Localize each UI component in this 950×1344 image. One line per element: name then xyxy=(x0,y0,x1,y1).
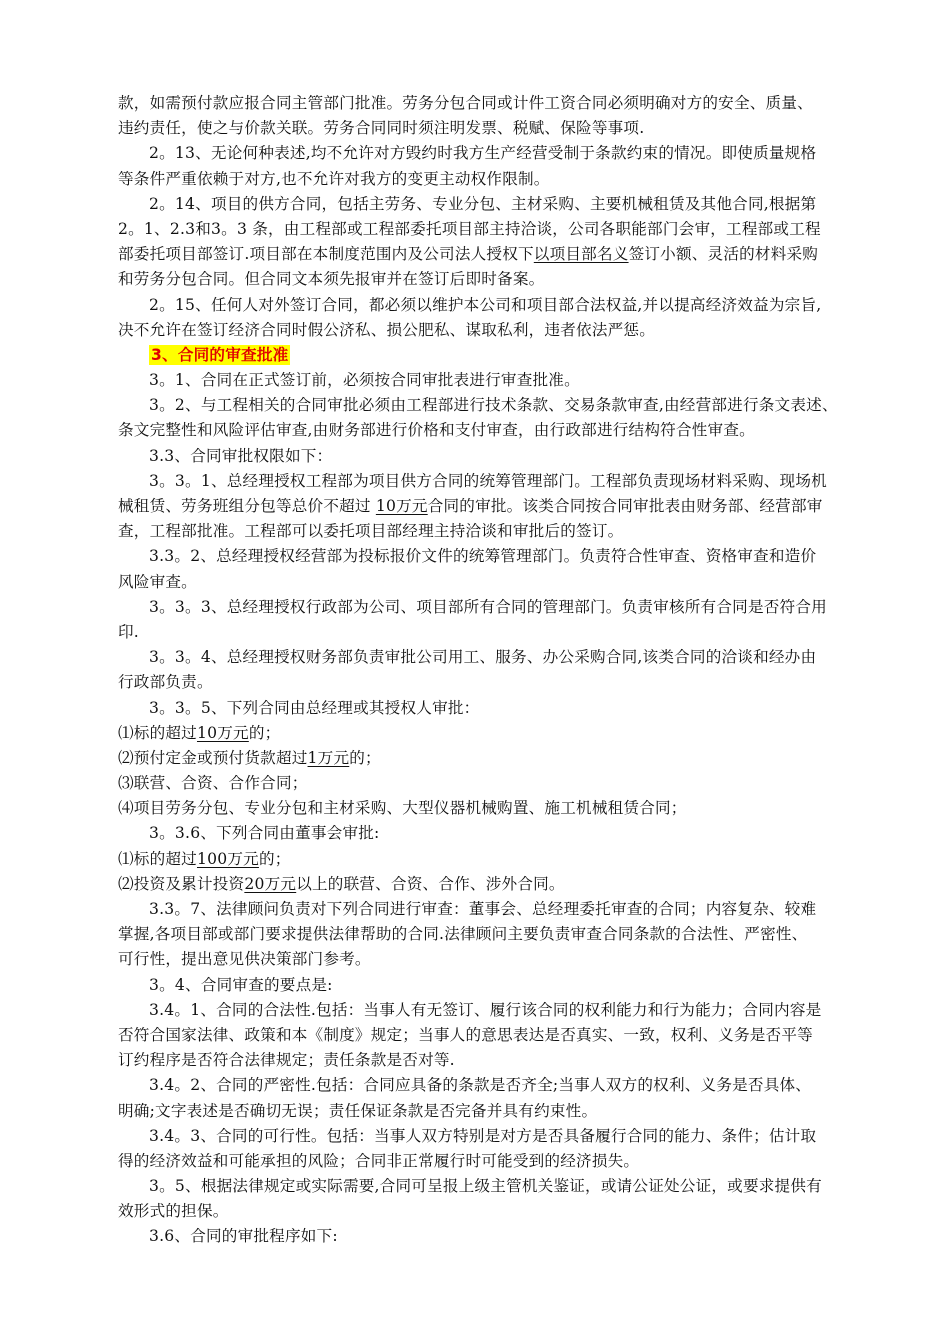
paragraph-line: 违约责任，使之与价款关联。劳务合同同时须注明发票、税赋、保险等事项. xyxy=(118,119,645,138)
clause-3-2: 3。2、与工程相关的合同审批必须由工程部进行技术条款、交易条款审查,由经营部进行条文表述、 xyxy=(149,396,838,415)
clause-3-3-4: 3。3。4、总经理授权财务部负责审批公司用工、服务、办公采购合同,该类合同的洽谈和经办由 xyxy=(149,648,817,667)
clause-3-3-3: 3。3。3、总经理授权行政部为公司、项目部所有合同的管理部门。负责审核所有合同是否符合用 xyxy=(149,597,827,616)
document-body xyxy=(118,91,858,1250)
text-span: ⑵预付定金或预付货款超过 xyxy=(118,748,308,767)
clause-3-4-2: 3.4。2、合同的严密性.包括：合同应具备的条款是否齐全;当事人双方的权利、义务是否具体、 xyxy=(149,1076,812,1095)
underlined-text: 100万元 xyxy=(196,849,259,868)
clause-3-3-7: 3.3。7、法律顾问负责对下列合同进行审查：董事会、总经理委托审查的合同；内容复杂、较难 xyxy=(149,900,817,918)
text-span: 以上的联营、合资、合作、涉外合同。 xyxy=(296,874,565,893)
text-span: 的； xyxy=(258,849,291,868)
clause-3-5: 3。5、根据法律规定或实际需要,合同可呈报上级主管机关鉴证，或请公证处公证，或要求提供有 xyxy=(149,1177,822,1196)
paragraph-line: 印. xyxy=(118,622,139,641)
text-span: 部委托项目部签订.项目部在本制度范围内及公司法人授权下 xyxy=(118,245,534,264)
clause-3-3-2: 3.3。2、总经理授权经营部为投标报价文件的统筹管理部门。负责符合性审查、资格审查和造价 xyxy=(149,547,817,566)
clause-3-3-5: 3。3。5、下列合同由总经理或其授权人审批： xyxy=(149,698,480,717)
clause-3-6: 3.6、合同的审批程序如下: xyxy=(149,1227,338,1246)
list-item xyxy=(118,746,858,771)
paragraph-line: 掌握,各项目部或部门要求提供法律帮助的合同.法律顾问主要负责审查合同条款的合法性、严密性、 xyxy=(118,925,808,944)
text-span: 合同的审批。该类合同按合同审批表由财务部、经营部审 xyxy=(427,497,823,515)
text-span: ⑴标的超过 xyxy=(118,849,197,868)
paragraph-line: 效形式的担保。 xyxy=(118,1202,229,1221)
paragraph-line: 得的经济效益和可能承担的风险；合同非正常履行时可能受到的经济损失。 xyxy=(118,1151,640,1170)
paragraph-line: 和劳务分包合同。但合同文本须先报审并在签订后即时备案。 xyxy=(118,270,545,289)
underlined-text: 20万元 xyxy=(244,874,297,893)
list-item xyxy=(118,847,858,872)
list-item: ⑷项目劳务分包、专业分包和主材采购、大型仪器机械购置、施工机械租赁合同； xyxy=(118,799,687,818)
clause-3-3: 3.3、合同审批权限如下： xyxy=(149,446,333,465)
clause-2-14: 2。14、项目的供方合同，包括主劳务、专业分包、主材采购、主要机械租赁及其他合同,根据第 xyxy=(149,194,817,213)
paragraph-line: 明确;文字表述是否确切无误；责任保证条款是否完备并具有约束性。 xyxy=(118,1101,598,1120)
paragraph-line: 可行性，提出意见供决策部门参考。 xyxy=(118,950,371,969)
underlined-text: 1万元 xyxy=(307,748,350,767)
list-item xyxy=(118,721,858,746)
text-span: ⑴标的超过 xyxy=(118,723,197,742)
paragraph-line xyxy=(118,242,858,267)
text-span: 的； xyxy=(349,748,381,767)
paragraph-line: 查，工程部批准。工程部可以委托项目部经理主持洽谈和审批后的签订。 xyxy=(118,522,624,541)
paragraph-line: 款，如需预付款应报合同主管部门批准。劳务分包合同或计件工资合同必须明确对方的安全、质量、 xyxy=(118,94,813,112)
underlined-text: 以项目部名义 xyxy=(533,245,629,264)
list-item xyxy=(118,872,858,897)
paragraph-line xyxy=(118,494,858,519)
underlined-text: 10万元 xyxy=(375,497,428,515)
clause-2-15: 2。15、任何人对外签订合同，都必须以维护本公司和项目部合法权益,并以提高经济效益为宗旨, xyxy=(149,295,822,314)
text-span: 签订小额、灵活的材料采购 xyxy=(628,245,819,264)
clause-3-4: 3。4、合同审查的要点是: xyxy=(149,975,333,994)
clause-3-3-6: 3。3.6、下列合同由董事会审批: xyxy=(149,824,380,843)
section-heading: 3、合同的审查批准 xyxy=(151,345,289,364)
text-span: 械租赁、劳务班组分包等总价不超过 xyxy=(118,497,376,515)
paragraph-line: 决不允许在签订经济合同时假公济私、损公肥私、谋取私利，违者依法严惩。 xyxy=(118,320,655,339)
paragraph-line: 否符合国家法律、政策和本《制度》规定；当事人的意思表达是否真实、一致，权利、义务是否平等 xyxy=(118,1025,813,1044)
clause-3-1: 3。1、合同在正式签订前，必须按合同审批表进行审查批准。 xyxy=(149,371,580,390)
clause-3-4-3: 3.4。3、合同的可行性。包括：当事人双方特别是对方是否具备履行合同的能力、条件；估计取 xyxy=(149,1126,817,1145)
section-heading-line xyxy=(118,343,858,368)
list-item: ⑶联营、合资、合作合同； xyxy=(118,774,308,793)
paragraph-line: 订约程序是否符合法律规定；责任条款是否对等. xyxy=(118,1051,455,1070)
clause-3-4-1: 3.4。1、合同的合法性.包括：当事人有无签订、履行该合同的权利能力和行为能力；合同内容是 xyxy=(149,1000,822,1019)
underlined-text: 10万元 xyxy=(196,723,249,742)
clause-3-3-1: 3。3。1、总经理授权工程部为项目供方合同的统筹管理部门。工程部负责现场材料采购、现场机 xyxy=(149,471,827,490)
text-span: ⑵投资及累计投资 xyxy=(118,874,245,893)
clause-2-13: 2。13、无论何种表述,均不允许对方毁约时我方生产经营受制于条款约束的情况。即使质量规格 xyxy=(149,144,817,163)
paragraph-line: 行政部负责。 xyxy=(118,673,213,692)
paragraph-line: 等条件严重依赖于对方,也不允许对我方的变更主动权作限制。 xyxy=(118,169,550,188)
paragraph-line: 条文完整性和风险评估审查,由财务部进行价格和支付审查，由行政部进行结构符合性审查。 xyxy=(118,421,755,440)
paragraph-line: 2。1、2.3和3。3 条，由工程部或工程部委托项目部主持洽谈，公司各职能部门会审，工程部或工程 xyxy=(118,219,821,238)
paragraph-line: 风险审查。 xyxy=(118,572,197,591)
text-span: 的； xyxy=(248,723,281,742)
